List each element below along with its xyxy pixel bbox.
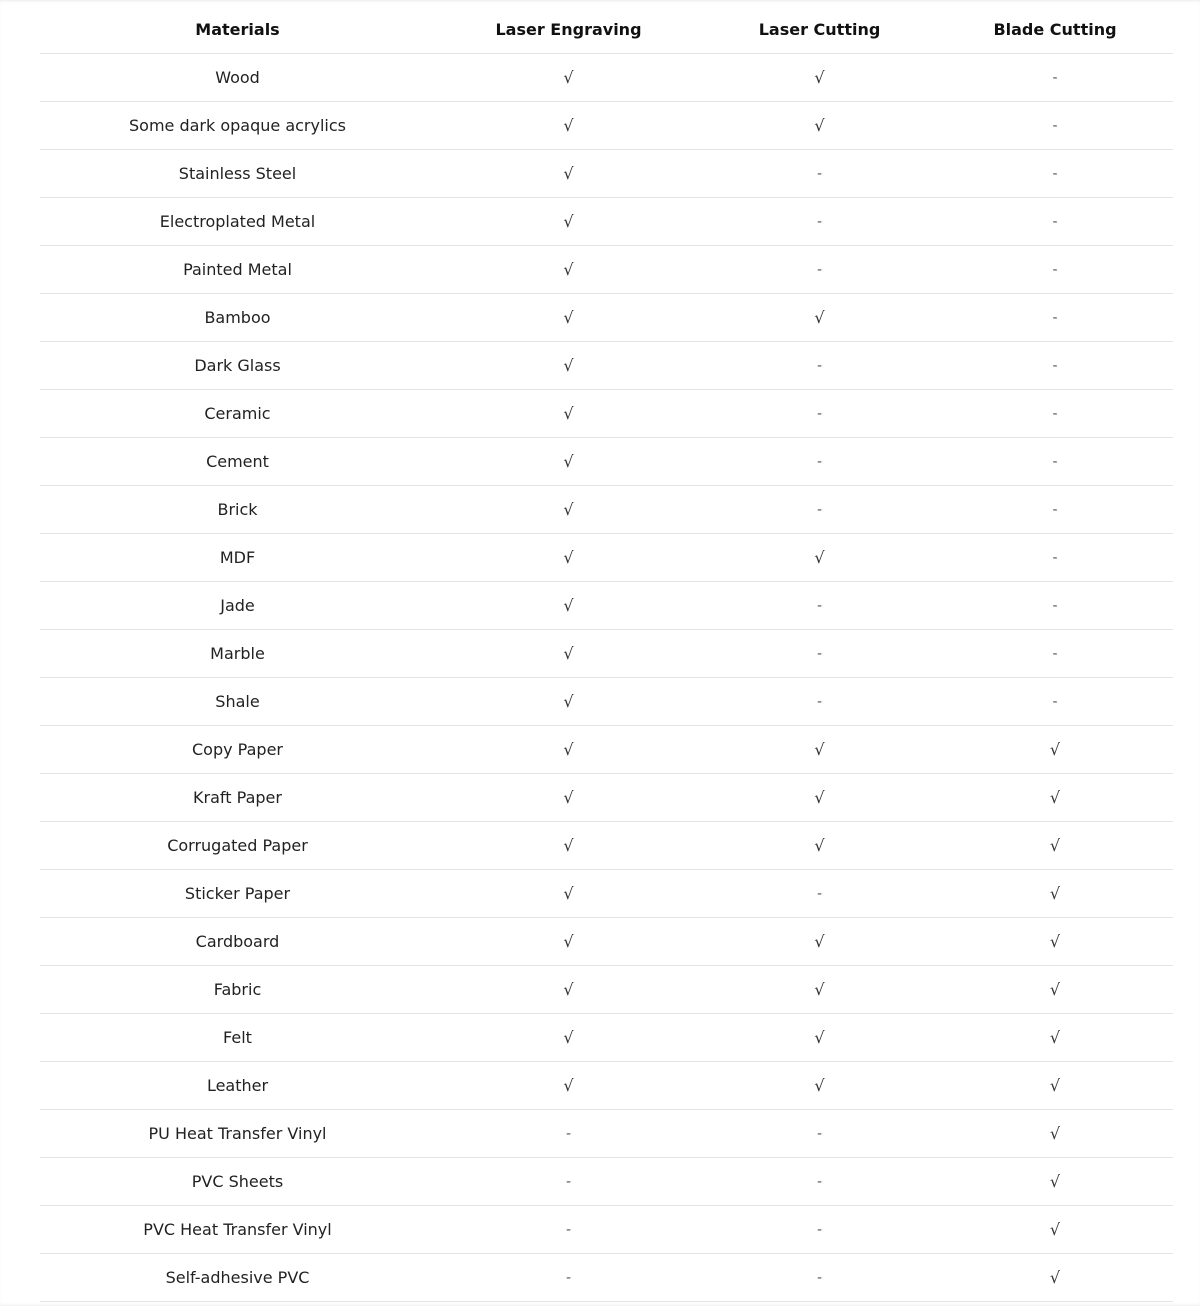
table-row [40,822,1173,870]
table-row [40,294,1173,342]
table-row [40,534,1173,582]
blade-cutting-cell: - [1052,693,1058,710]
laser-cutting-cell: √ [814,68,825,87]
blade-cutting-cell: - [1052,117,1058,134]
material-cell: Copy Paper [192,740,283,759]
blade-cutting-cell: - [1052,165,1058,182]
laser-cutting-cell: - [816,261,823,278]
blade-cutting-cell: √ [1049,740,1061,759]
blade-cutting-cell: √ [1049,1028,1061,1047]
materials-compatibility-table [40,6,1173,1302]
blade-cutting-cell: √ [1049,1268,1061,1287]
header-laser-cutting: Laser Cutting [758,20,881,39]
header-materials: Materials [195,20,280,39]
header-laser-engraving: Laser Engraving [495,20,642,39]
material-cell: Wood [215,68,260,87]
laser-engraving-cell: √ [563,452,574,471]
table-row [40,438,1173,486]
laser-cutting-cell: - [816,645,823,662]
laser-cutting-cell: - [816,693,823,710]
blade-cutting-cell: √ [1049,836,1061,855]
table-row [40,1062,1173,1110]
material-cell: PVC Heat Transfer Vinyl [143,1220,332,1239]
table-row [40,1014,1173,1062]
table-row [40,1254,1173,1302]
blade-cutting-cell: √ [1049,1124,1061,1143]
laser-engraving-cell: √ [563,164,574,183]
material-cell: Brick [217,500,258,519]
table-row [40,870,1173,918]
laser-cutting-cell: √ [814,1028,825,1047]
blade-cutting-cell: √ [1049,788,1061,807]
laser-engraving-cell: √ [563,644,574,663]
blade-cutting-cell: - [1052,549,1058,566]
table-row [40,54,1173,102]
laser-engraving-cell: √ [563,932,574,951]
table-row [40,198,1173,246]
laser-engraving-cell: - [565,1173,572,1190]
laser-engraving-cell: - [565,1221,572,1238]
material-cell: Painted Metal [183,260,292,279]
laser-cutting-cell: √ [814,932,825,951]
blade-cutting-cell: - [1052,261,1058,278]
material-cell: Fabric [213,980,262,999]
material-cell: Cement [206,452,269,471]
laser-engraving-cell: √ [563,548,574,567]
table-row [40,918,1173,966]
blade-cutting-cell: √ [1049,932,1061,951]
laser-cutting-cell: - [816,1125,823,1142]
blade-cutting-cell: - [1052,597,1058,614]
laser-engraving-cell: √ [563,692,574,711]
laser-engraving-cell: √ [563,308,574,327]
blade-cutting-cell: - [1052,357,1058,374]
material-cell: Self-adhesive PVC [165,1268,310,1287]
table-row [40,246,1173,294]
laser-cutting-cell: √ [814,788,825,807]
material-cell: Felt [223,1028,252,1047]
blade-cutting-cell: √ [1049,980,1061,999]
blade-cutting-cell: - [1052,405,1058,422]
laser-engraving-cell: √ [563,356,574,375]
material-cell: PU Heat Transfer Vinyl [148,1124,327,1143]
blade-cutting-cell: - [1052,501,1058,518]
laser-engraving-cell: √ [563,116,574,135]
laser-cutting-cell: - [816,597,823,614]
table-body [40,54,1173,1302]
material-cell: Corrugated Paper [167,836,308,855]
table-row [40,774,1173,822]
table-header-row [40,6,1173,54]
material-cell: Shale [215,692,260,711]
table-row [40,678,1173,726]
laser-engraving-cell: √ [563,500,574,519]
table-row [40,390,1173,438]
material-cell: Sticker Paper [184,884,291,903]
table-row [40,966,1173,1014]
laser-engraving-cell: - [565,1125,572,1142]
laser-cutting-cell: √ [814,740,825,759]
laser-cutting-cell: √ [814,308,825,327]
laser-cutting-cell: √ [814,836,825,855]
laser-engraving-cell: - [565,1269,572,1286]
laser-cutting-cell: √ [814,116,825,135]
material-cell: Kraft Paper [193,788,282,807]
material-cell: PVC Sheets [191,1172,284,1191]
table-row [40,486,1173,534]
laser-engraving-cell: √ [563,884,574,903]
laser-cutting-cell: √ [814,1076,825,1095]
blade-cutting-cell: √ [1049,1220,1061,1239]
laser-cutting-cell: √ [814,980,825,999]
table-row [40,1158,1173,1206]
table-row [40,726,1173,774]
material-cell: Some dark opaque acrylics [129,116,346,135]
table-row [40,1206,1173,1254]
material-cell: Bamboo [204,308,271,327]
blade-cutting-cell: √ [1049,884,1061,903]
laser-cutting-cell: - [816,165,823,182]
table-row [40,630,1173,678]
laser-cutting-cell: - [816,357,823,374]
laser-engraving-cell: √ [563,788,574,807]
material-cell: Dark Glass [194,356,281,375]
material-cell: Cardboard [195,932,280,951]
laser-engraving-cell: √ [563,596,574,615]
laser-engraving-cell: √ [563,404,574,423]
material-cell: Marble [210,644,265,663]
blade-cutting-cell: - [1052,69,1058,86]
laser-cutting-cell: - [816,405,823,422]
table-row [40,150,1173,198]
blade-cutting-cell: √ [1049,1076,1061,1095]
laser-cutting-cell: - [816,501,823,518]
blade-cutting-cell: - [1052,645,1058,662]
blade-cutting-cell: - [1052,309,1058,326]
material-cell: Electroplated Metal [159,212,316,231]
laser-cutting-cell: - [816,1221,823,1238]
table-row [40,102,1173,150]
table-row [40,582,1173,630]
laser-engraving-cell: √ [563,836,574,855]
material-cell: Leather [206,1076,269,1095]
table-row [40,342,1173,390]
laser-cutting-cell: - [816,1269,823,1286]
laser-cutting-cell: - [816,1173,823,1190]
laser-engraving-cell: √ [563,980,574,999]
laser-cutting-cell: √ [814,548,825,567]
laser-cutting-cell: - [816,453,823,470]
laser-engraving-cell: √ [563,212,574,231]
table-row [40,1110,1173,1158]
laser-cutting-cell: - [816,885,823,902]
material-cell: Ceramic [204,404,271,423]
blade-cutting-cell: - [1052,213,1058,230]
material-cell: Jade [220,596,255,615]
header-blade-cutting: Blade Cutting [993,20,1117,39]
laser-engraving-cell: √ [563,68,574,87]
laser-engraving-cell: √ [563,260,574,279]
blade-cutting-cell: √ [1049,1172,1061,1191]
laser-engraving-cell: √ [563,740,574,759]
blade-cutting-cell: - [1052,453,1058,470]
material-cell: Stainless Steel [178,164,297,183]
laser-engraving-cell: √ [563,1028,574,1047]
laser-engraving-cell: √ [563,1076,574,1095]
laser-cutting-cell: - [816,213,823,230]
material-cell: MDF [219,548,256,567]
